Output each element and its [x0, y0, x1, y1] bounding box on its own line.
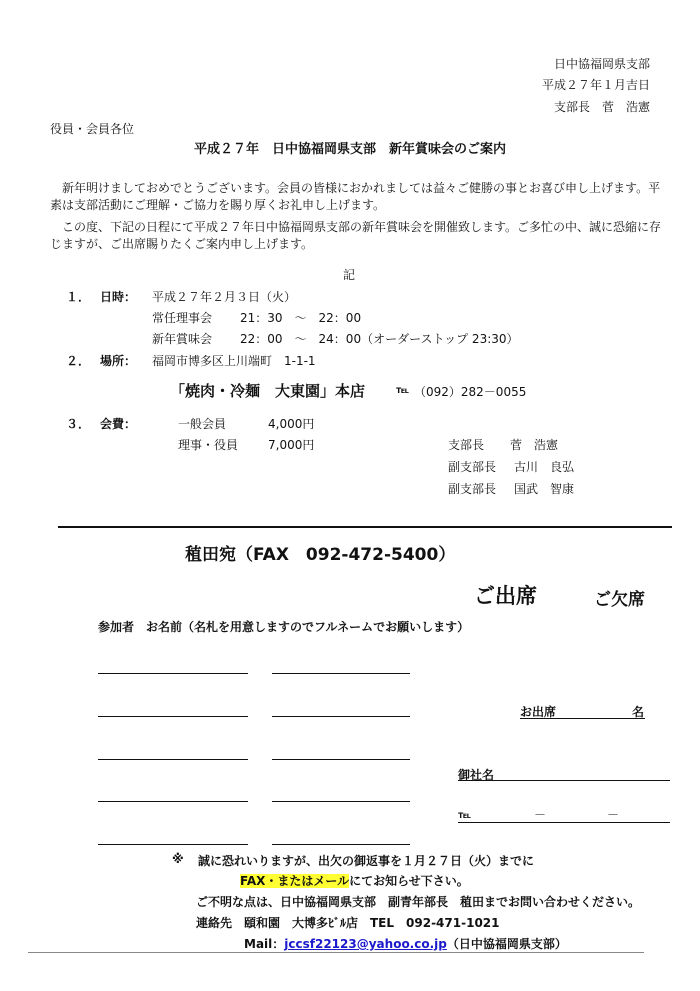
schedule-2-time: 22：00 ～ 24：00（オーダーストップ 23:30）	[240, 332, 519, 346]
reply-method-rest: にてお知らせ下さい。	[349, 874, 469, 888]
reply-deadline-note: 誠に恐れいりますが、出欠の御返事を１月２７日（火）までに	[198, 854, 535, 868]
page-title: 平成２７年 日中協福岡県支部 新年賞味会のご案内	[193, 142, 506, 157]
mail-suffix: （日中協福岡県支部）	[446, 937, 567, 951]
item-number-3: ３．	[66, 417, 91, 431]
fee-general-label: 一般会員	[178, 417, 227, 431]
venue-address: 福岡市博多区上川端町 1-1-1	[152, 354, 316, 368]
event-date: 平成２７年２月３日（火）	[152, 290, 297, 304]
letter-date: 平成２７年１月吉日	[541, 78, 650, 92]
name-field[interactable]	[272, 801, 410, 802]
fee-label: 会費：	[100, 417, 137, 431]
attend-option[interactable]: ご出席	[474, 584, 537, 608]
officer-3-name: 国武 智康	[514, 482, 575, 496]
absent-option[interactable]: ご欠席	[594, 590, 645, 610]
tel-dash-2: －	[607, 808, 620, 822]
participants-label: 参加者 お名前（名札を用意しますのでフルネームでお願いします）	[98, 620, 470, 634]
name-field[interactable]	[98, 673, 248, 674]
greeting-paragraph: 新年明けましておめでとうございます。会員の皆様におかれましては益々ご健勝の事とお喜び申し上げます。平素は支部活動にご理解・ご協力を賜り厚くお礼申し上げます。	[50, 181, 661, 212]
attend-count-label: お出席	[520, 705, 557, 719]
item-number-1: １．	[66, 290, 91, 304]
venue-name: 「焼肉・冷麺 大東園」本店	[170, 382, 366, 400]
salutation: 役員・会員各位	[50, 122, 135, 136]
place-label: 場所：	[100, 354, 137, 368]
note-mark: ※	[172, 852, 184, 866]
invitation-paragraph: この度、下記の日程にて平成２７年日中協福岡県支部の新年賞味会を開催致します。ご多忙の中、誠に恐縮に存じますが、ご出席賜りたくご案内申し上げます。	[50, 220, 662, 251]
schedule-2-name: 新年賞味会	[152, 332, 213, 346]
fee-officer-amount: 7,000円	[268, 438, 315, 452]
mail-line	[244, 935, 567, 952]
sender-organization: 日中協福岡県支部	[553, 57, 650, 71]
name-field[interactable]	[272, 759, 410, 760]
contact-label: 連絡先	[196, 916, 233, 930]
fax-recipient: 稙田宛（FAX 092-472-5400）	[185, 545, 456, 565]
attend-count-field[interactable]	[520, 718, 645, 719]
fee-officer-label: 理事・役員	[178, 438, 239, 452]
company-label: 御社名	[458, 768, 495, 782]
sender-name: 支部長 菅 浩憲	[553, 100, 650, 114]
tel-field[interactable]	[458, 822, 670, 823]
tel-label: ℡	[458, 810, 471, 821]
inquiry-note: ご不明な点は、日中協福岡県支部 副青年部長 稙田までお問い合わせください。	[196, 895, 641, 909]
venue-tel: （092）282－0055	[414, 385, 527, 399]
item-number-2: ２．	[66, 354, 91, 368]
date-label: 日時：	[100, 290, 137, 304]
mail-label: Mail：	[244, 937, 285, 951]
officer-2-name: 古川 良弘	[514, 460, 575, 474]
officer-2-role: 副支部長	[448, 460, 497, 474]
name-field[interactable]	[98, 759, 248, 760]
name-field[interactable]	[98, 716, 248, 717]
officer-1-role: 支部長	[448, 438, 485, 452]
name-field[interactable]	[98, 844, 248, 845]
reply-method-highlight: FAX・またはメール	[240, 874, 350, 888]
schedule-1-time: 21：30 ～ 22：00	[240, 311, 362, 325]
reply-method-note	[240, 872, 469, 889]
contact-value: 頤和園 大博多ﾋﾞﾙ店 TEL 092-471-1021	[244, 916, 500, 930]
venue-tel-label: ℡	[396, 385, 409, 396]
bottom-rule	[28, 952, 644, 953]
mail-link[interactable]: jccsf22123@yahoo.co.jp	[284, 937, 447, 951]
fee-general-amount: 4,000円	[268, 417, 315, 431]
name-field[interactable]	[272, 844, 410, 845]
name-field[interactable]	[272, 673, 410, 674]
ki-heading: 記	[343, 268, 356, 282]
section-divider	[58, 526, 672, 528]
company-field[interactable]	[458, 780, 670, 781]
schedule-1-name: 常任理事会	[152, 311, 213, 325]
name-field[interactable]	[98, 801, 248, 802]
officer-3-role: 副支部長	[448, 482, 497, 496]
name-field[interactable]	[272, 716, 410, 717]
officer-1-name: 菅 浩憲	[510, 438, 559, 452]
attend-count-unit: 名	[632, 705, 645, 719]
tel-dash-1: －	[534, 808, 547, 822]
